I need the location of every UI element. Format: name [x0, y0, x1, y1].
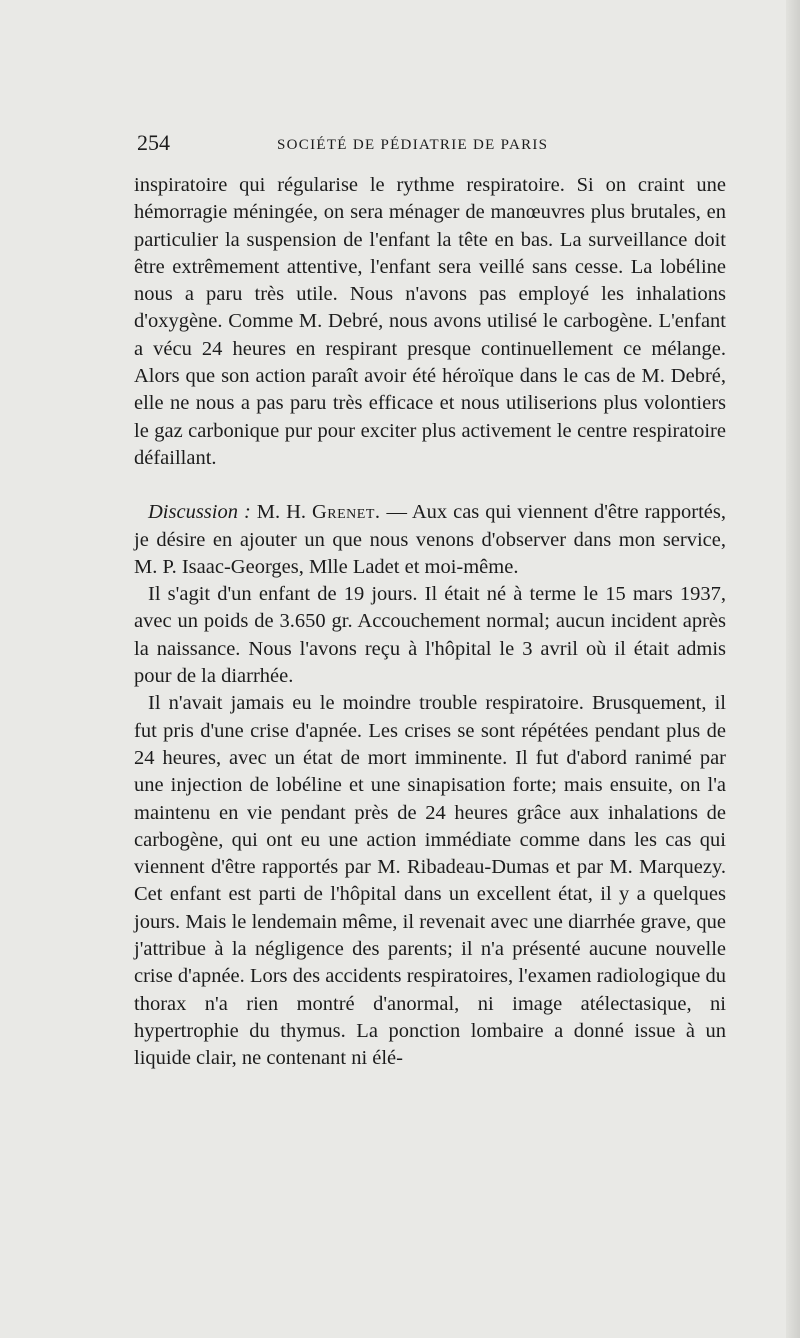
page-edge: [786, 0, 800, 1338]
paragraph-1: inspiratoire qui régularise le rythme respiratoire. Si on craint une hémorragie méningée, on sera ménager de manœuvres plus brutales, en particulier la suspension de l'enfant la tête en bas. La surveillance doit être extrêmement attentive, l'enfant sera veillé sans cesse. La lobéline nous a paru très utile. Nous n'avons pas employé les inhalations d'oxygène. Comme M. Debré, nous avons utilisé le carbogène. L'enfant a vécu 24 heures en respirant presque continuellement ce mélange. Alors que son action paraît avoir été héroïque dans le cas de M. Debré, elle ne nous a pas paru très efficace et nous utiliserions plus volontiers le gaz carbonique pur pour exciter plus activement le centre respiratoire défaillant.: [134, 174, 726, 469]
page-number: 254: [137, 130, 170, 155]
body-text: [134, 172, 726, 1073]
paragraph-discussion: [134, 499, 726, 581]
speaker-prefix: M. H.: [256, 501, 306, 524]
discussion-text: — Aux cas qui viennent d'être rapportés, je désire en ajouter un que nous venons d'observer dans mon service, M. P. Isaac-Georges, Mlle Ladet et moi-même.: [134, 501, 726, 578]
page-header: [137, 128, 727, 158]
speaker-name: Grenet.: [311, 501, 381, 524]
paragraph-3: Il s'agit d'un enfant de 19 jours. Il était né à terme le 15 mars 1937, avec un poids de 3.650 gr. Accouchement normal; aucun incident après la naissance. Nous l'avons reçu à l'hôpital le 3 avril où il était admis pour de la diarrhée.: [134, 583, 726, 688]
discussion-label: Discussion :: [148, 501, 251, 524]
paragraph-4: Il n'avait jamais eu le moindre trouble respiratoire. Brusquement, il fut pris d'une crise d'apnée. Les crises se sont répétées pendant plus de 24 heures, avec un état de mort imminente. Il fut d'abord ranimé par une injection de lobéline et une sinapisation forte; mais ensuite, on l'a maintenu en vie pendant près de 24 heures grâce aux inhalations de carbogène, qui ont eu une action immédiate comme dans les cas qui viennent d'être rapportés par M. Ribadeau-Dumas et par M. Marquezy. Cet enfant est parti de l'hôpital dans un excellent état, il y a quelques jours. Mais le lendemain même, il revenait avec une diarrhée grave, que j'attribue à la négligence des parents; il n'a présenté aucune nouvelle crise d'apnée. Lors des accidents respiratoires, l'examen radiologique du thorax n'a rien montré d'anormal, ni image atélectasique, ni hypertrophie du thymus. La ponction lombaire a donné issue à un liquide clair, ne contenant ni élé-: [134, 692, 726, 1070]
running-head: SOCIÉTÉ DE PÉDIATRIE DE PARIS: [277, 137, 549, 153]
